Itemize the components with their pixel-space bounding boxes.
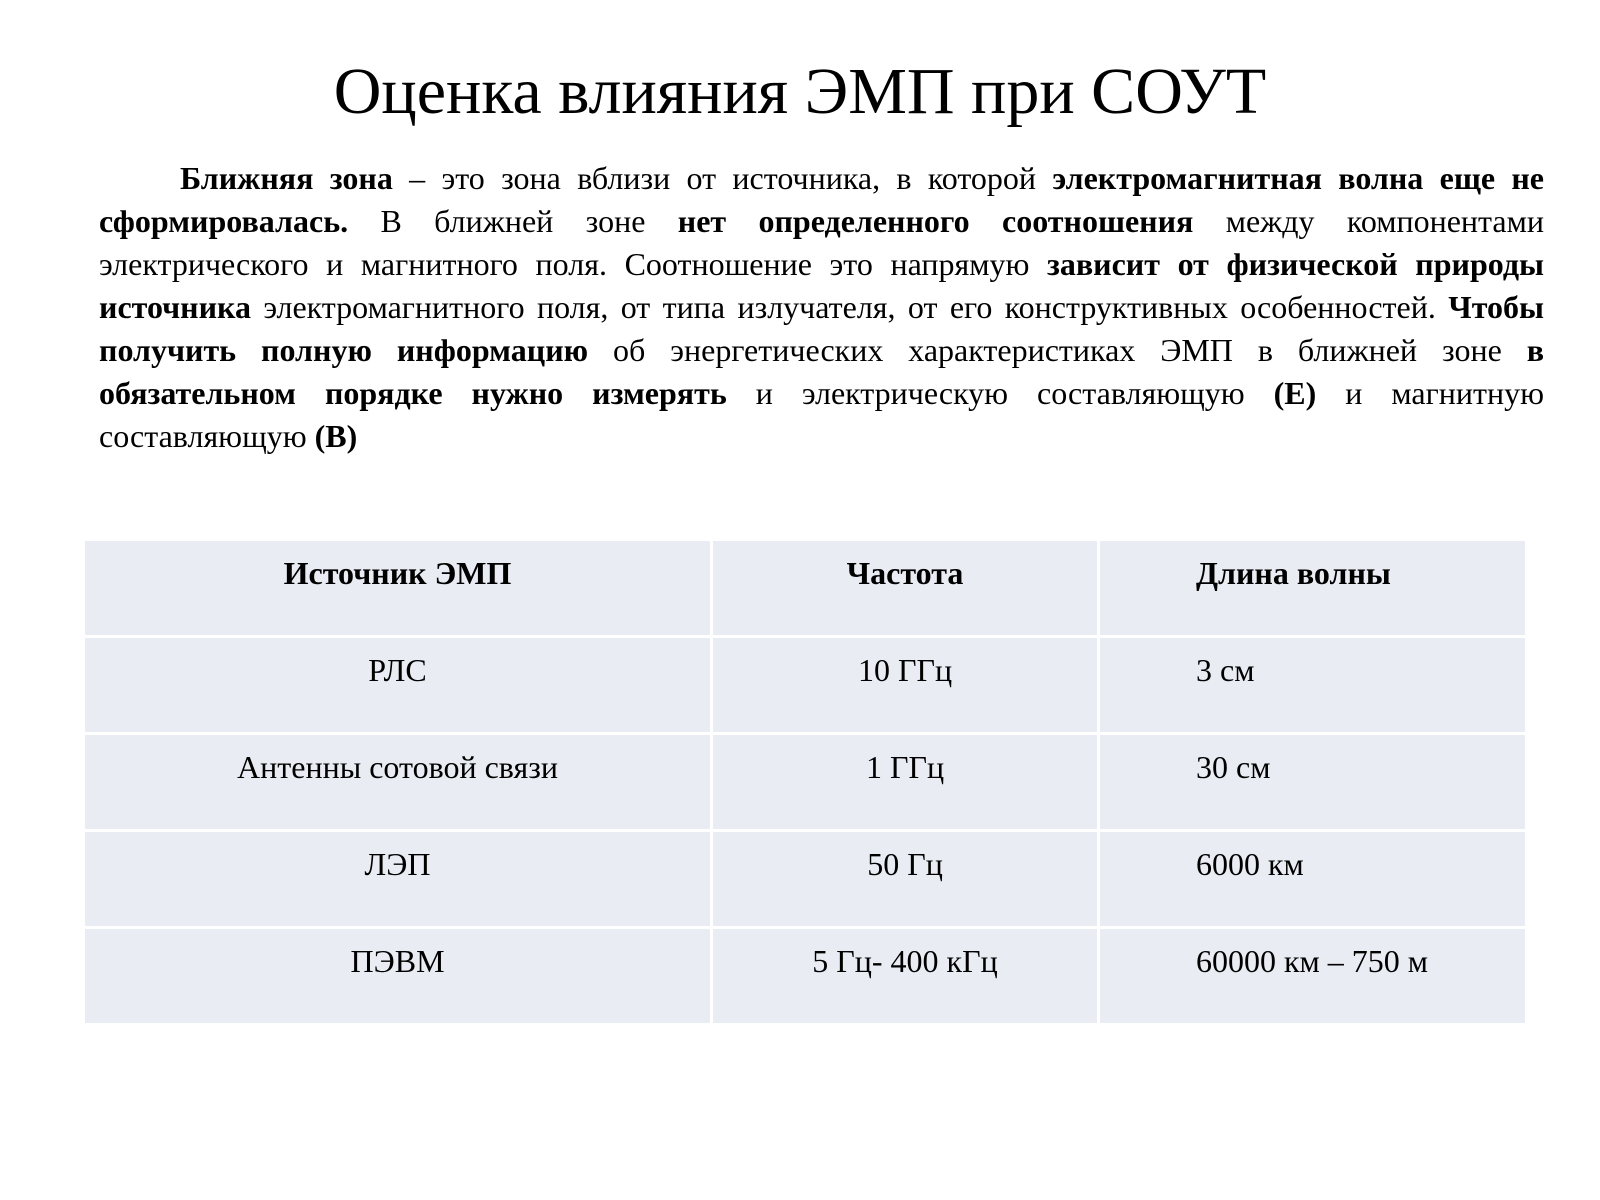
- header-source: Источник ЭМП: [84, 540, 712, 637]
- cell-wavelength: 3 см: [1099, 637, 1527, 734]
- cell-source: ПЭВМ: [84, 928, 712, 1025]
- table-row: [84, 734, 1527, 831]
- slide-title: Оценка влияния ЭМП при СОУТ: [333, 55, 1267, 128]
- header-frequency: Частота: [712, 540, 1099, 637]
- intro-text: и электрическую составляющую: [726, 375, 1274, 411]
- intro-text: и магнитную составляющую: [99, 375, 1545, 454]
- intro-emphasis: нет определенного соотношения: [677, 203, 1194, 239]
- intro-text: об энергетических характеристиках ЭМП в ближней зоне: [588, 332, 1527, 368]
- cell-frequency: 1 ГГц: [712, 734, 1099, 831]
- table-row: [84, 831, 1527, 928]
- intro-term: Ближняя зона: [180, 160, 393, 196]
- intro-emphasis: (Е): [1273, 375, 1317, 411]
- cell-source: РЛС: [84, 637, 712, 734]
- cell-source: ЛЭП: [84, 831, 712, 928]
- cell-frequency: 10 ГГц: [712, 637, 1099, 734]
- intro-emphasis: электромагнитная волна еще не сформировалась.: [99, 160, 1545, 239]
- intro-emphasis: зависит от физической природы источника: [99, 246, 1545, 325]
- cell-frequency: 50 Гц: [712, 831, 1099, 928]
- table-header-row: [84, 540, 1527, 637]
- cell-source: Антенны сотовой связи: [84, 734, 712, 831]
- cell-wavelength: 6000 км: [1099, 831, 1527, 928]
- intro-paragraph: [99, 157, 1544, 458]
- intro-text: электромагнитного поля, от типа излучателя, от его конструктивных особенностей.: [250, 289, 1449, 325]
- header-wavelength: Длина волны: [1099, 540, 1527, 637]
- emf-sources-table: [82, 538, 1528, 1026]
- intro-text: В ближней зоне: [348, 203, 678, 239]
- cell-wavelength: 60000 км – 750 м: [1099, 928, 1527, 1025]
- intro-text: – это зона вблизи от источника, в которой: [392, 160, 1053, 196]
- intro-emphasis: Чтобы получить полную информацию: [99, 289, 1544, 368]
- table-row: [84, 928, 1527, 1025]
- table-row: [84, 637, 1527, 734]
- cell-frequency: 5 Гц- 400 кГц: [712, 928, 1099, 1025]
- intro-emphasis: (В): [314, 418, 358, 454]
- intro-emphasis: в обязательном порядке нужно измерять: [99, 332, 1545, 411]
- intro-text: между компонентами электрического и магнитного поля. Соотношение это напрямую: [99, 203, 1544, 282]
- cell-wavelength: 30 см: [1099, 734, 1527, 831]
